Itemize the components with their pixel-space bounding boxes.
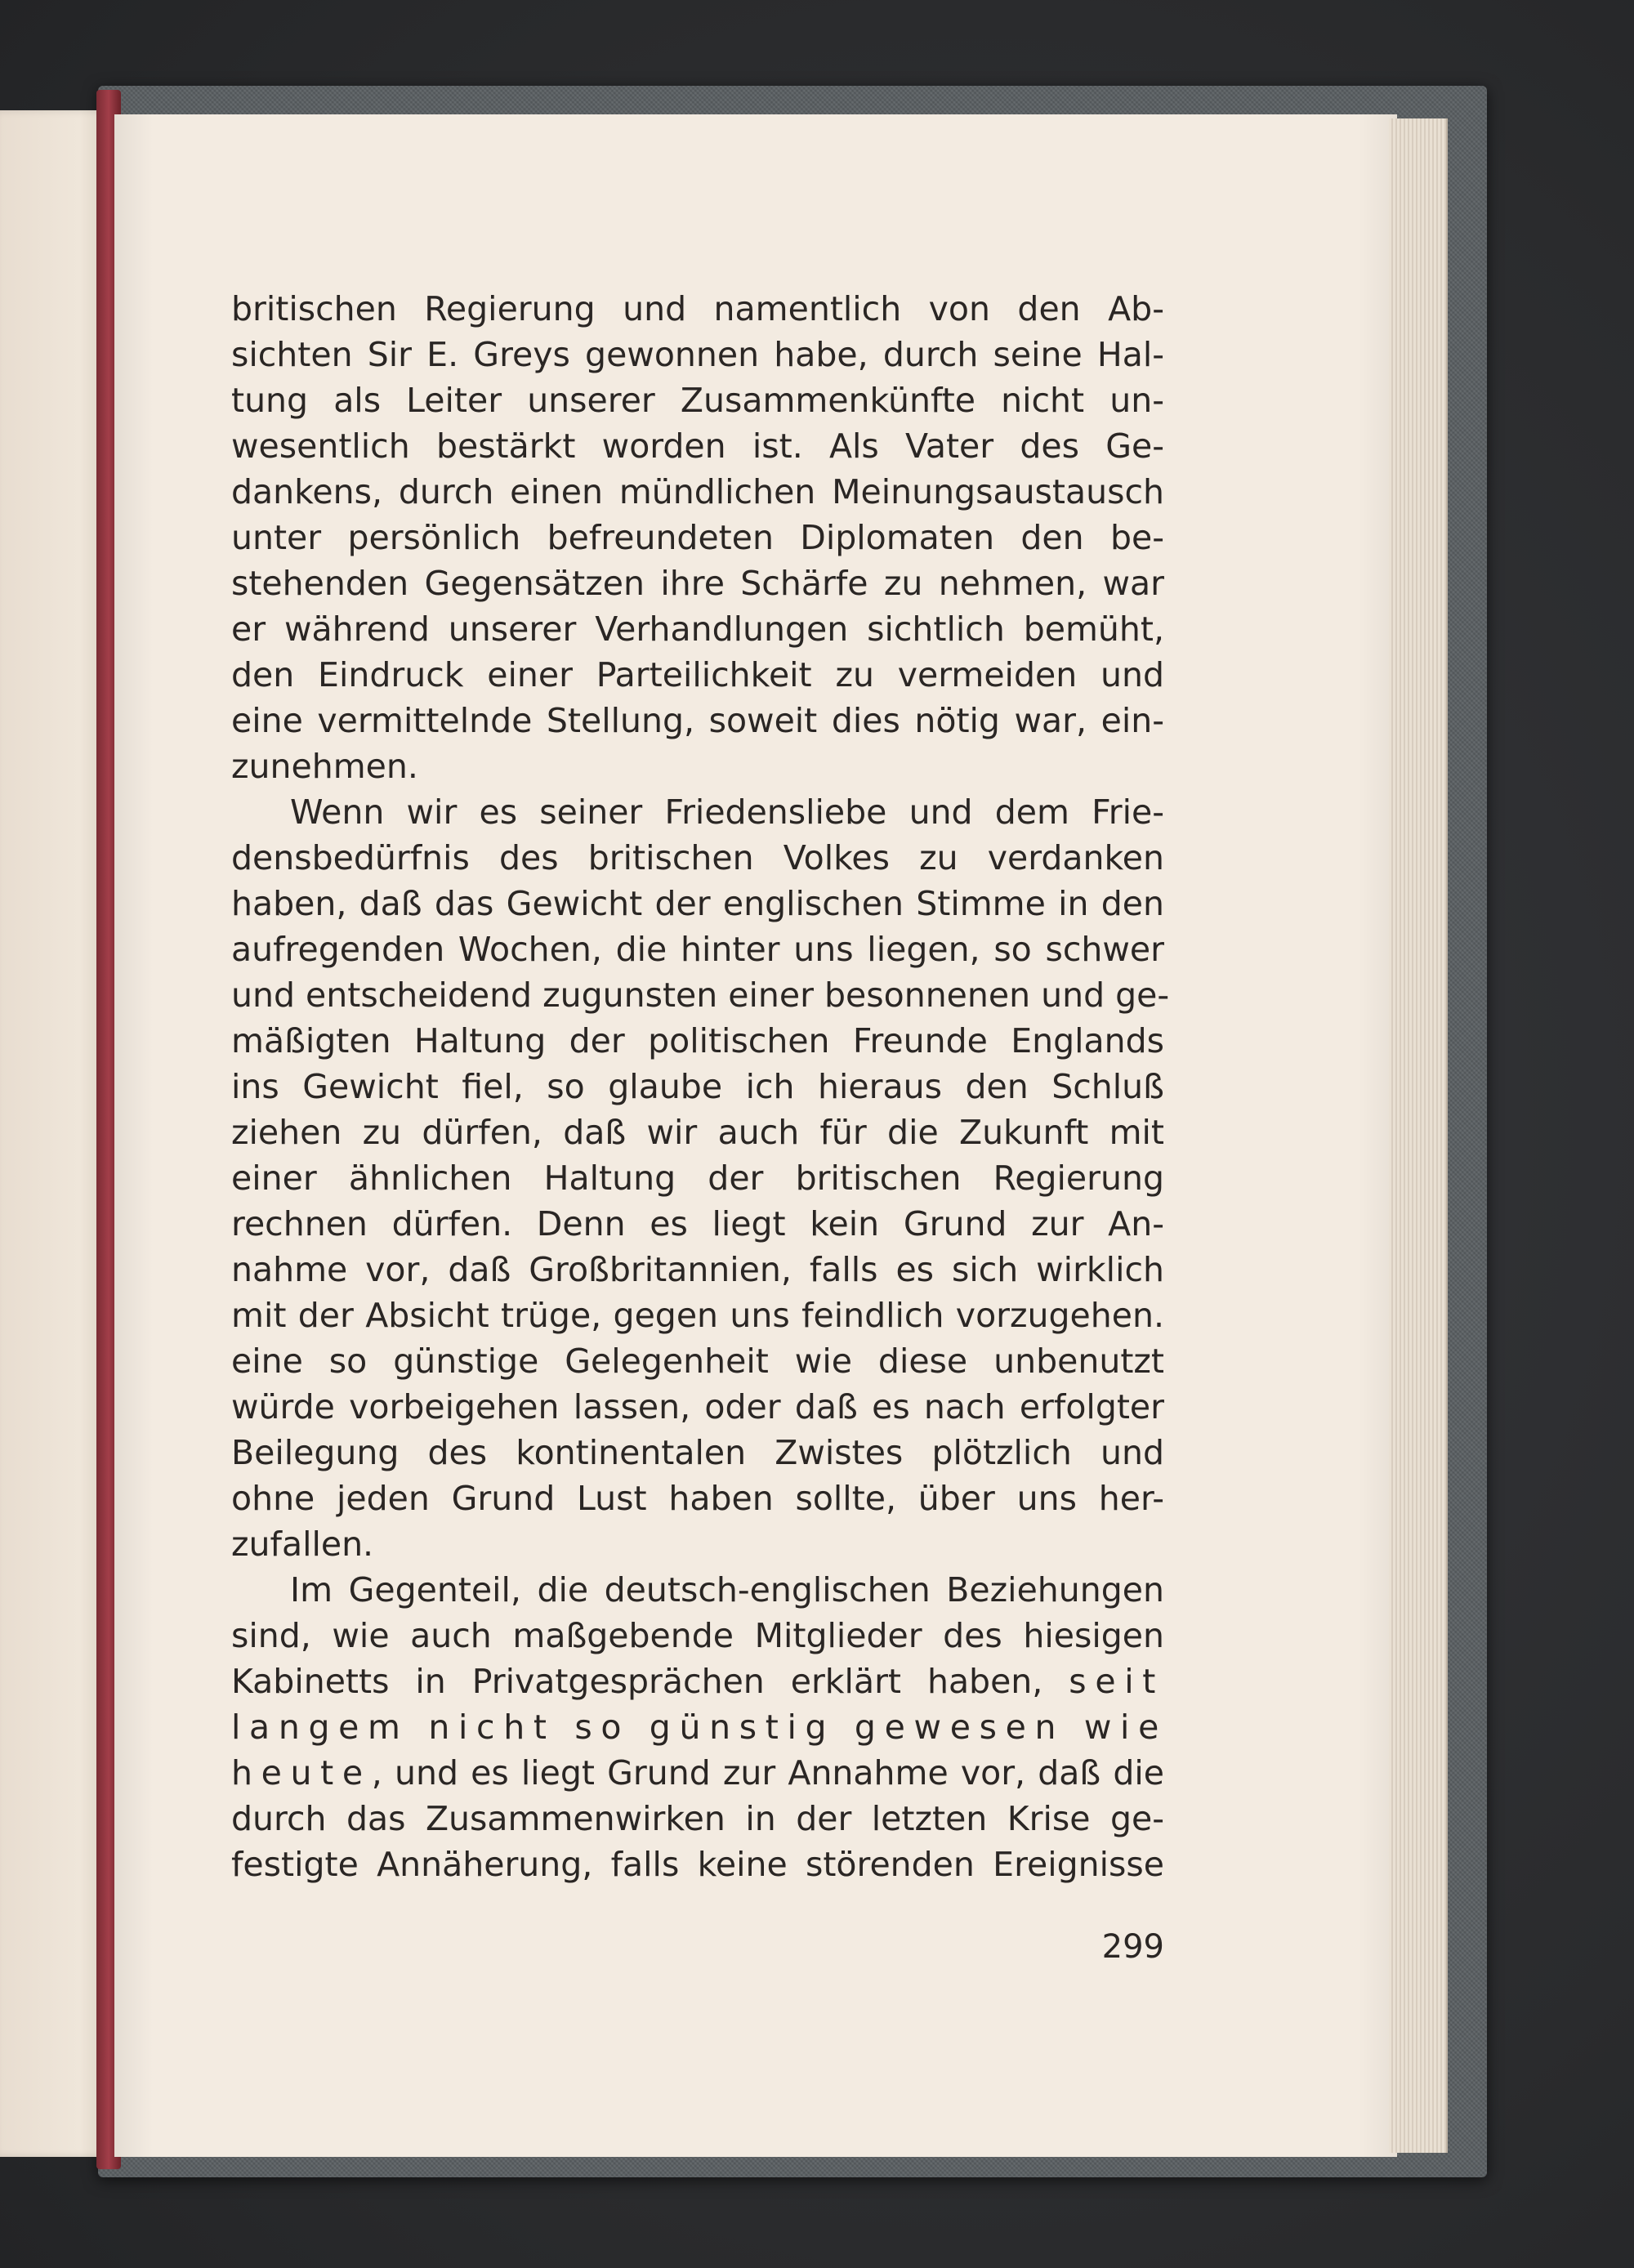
text-line: zunehmen. <box>231 747 418 786</box>
text-line: aufregenden Wochen, die hinter uns liegen, so schwer <box>231 930 1164 969</box>
paragraph-start: Im Gegenteil, die deutsch-englischen Beziehungen <box>290 1570 1164 1609</box>
text-line <box>231 1750 1164 1796</box>
spaced-emphasis: heute <box>231 1753 372 1793</box>
text-line: ziehen zu dürfen, daß wir auch für die Zukunft mit <box>231 1113 1164 1152</box>
body-text <box>231 286 1170 1887</box>
spaced-emphasis: seit <box>1069 1662 1164 1701</box>
text-line: stehenden Gegensätzen ihre Schärfe zu nehmen, war <box>231 564 1164 603</box>
page-edges <box>1389 118 1448 2153</box>
text-line: tung als Leiter unserer Zusammenkünfte nicht un- <box>231 381 1164 420</box>
text-line: er während unserer Verhandlungen sichtlich bemüht, <box>231 609 1164 649</box>
text-line: sichten Sir E. Greys gewonnen habe, durch seine Hal- <box>231 335 1164 374</box>
text-line: mäßigten Haltung der politischen Freunde Englands <box>231 1021 1164 1060</box>
text-line <box>231 1659 1164 1704</box>
text-line: würde vorbeigehen lassen, oder daß es nach erfolgter <box>231 1387 1164 1426</box>
text-segment: , und es liegt Grund zur Annahme vor, daß die <box>371 1753 1164 1793</box>
text-line: wesentlich bestärkt worden ist. Als Vater des Ge- <box>231 426 1164 466</box>
text-line: nahme vor, daß Großbritannien, falls es sich wirklich <box>231 1250 1164 1289</box>
text-line: britischen Regierung und namentlich von den Ab- <box>231 289 1164 328</box>
text-line: unter persönlich befreundeten Diplomaten den be- <box>231 518 1164 557</box>
text-line: mit der Absicht trüge, gegen uns feindlich vorzugehen. <box>231 1296 1164 1335</box>
text-segment: Kabinetts in Privatgesprächen erklärt haben, <box>231 1662 1043 1701</box>
text-line: ohne jeden Grund Lust haben sollte, über uns her- <box>231 1479 1164 1518</box>
text-line: und entscheidend zugunsten einer besonnenen und ge- <box>231 976 1170 1015</box>
text-line: einer ähnlichen Haltung der britischen Regierung <box>231 1159 1164 1198</box>
text-line: rechnen dürfen. Denn es liegt kein Grund zur An- <box>231 1204 1164 1243</box>
text-line: haben, daß das Gewicht der englischen Stimme in den <box>231 884 1164 923</box>
paragraph-start: Wenn wir es seiner Friedensliebe und dem Frie- <box>290 792 1164 832</box>
text-line: den Eindruck einer Parteilichkeit zu vermeiden und <box>231 655 1164 694</box>
text-line: zufallen. <box>231 1525 374 1564</box>
text-line: dankens, durch einen mündlichen Meinungsaustausch <box>231 472 1164 511</box>
spaced-emphasis-line: langem nicht so günstig gewesen wie <box>231 1708 1167 1747</box>
text-line: sind, wie auch maßgebende Mitglieder des hiesigen <box>231 1616 1164 1655</box>
page-number: 299 <box>1101 1928 1164 1966</box>
text-line: festigte Annäherung, falls keine störenden Ereignisse <box>231 1845 1164 1884</box>
text-line: Beilegung des kontinentalen Zwistes plötzlich und <box>231 1433 1164 1472</box>
text-line: densbedürfnis des britischen Volkes zu verdanken <box>231 838 1164 877</box>
text-line: durch das Zusammenwirken in der letzten Krise ge- <box>231 1799 1164 1838</box>
text-line: eine vermittelnde Stellung, soweit dies nötig war, ein- <box>231 701 1164 740</box>
text-line: eine so günstige Gelegenheit wie diese unbenutzt <box>231 1342 1164 1381</box>
text-line: ins Gewicht fiel, so glaube ich hieraus den Schluß <box>231 1067 1164 1106</box>
